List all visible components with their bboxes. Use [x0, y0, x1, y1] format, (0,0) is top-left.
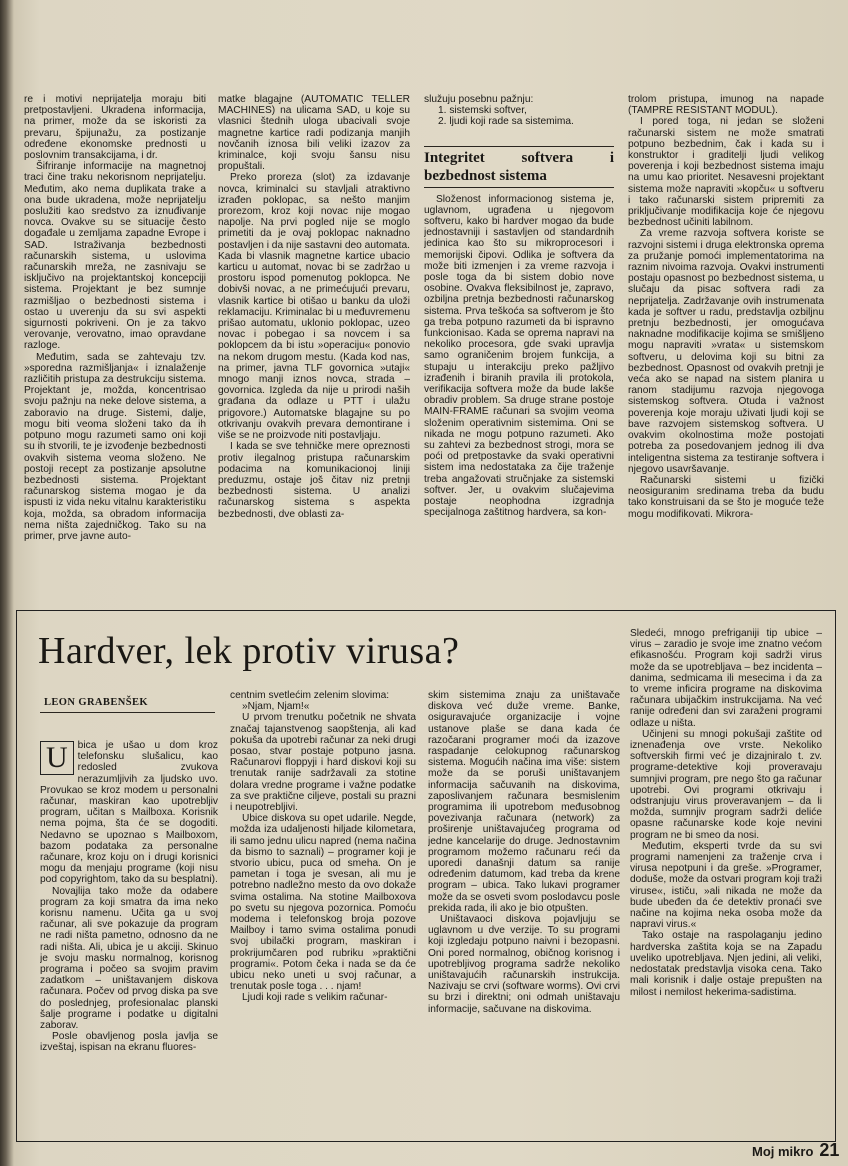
- paragraph: Međutim, eksperti tvrde da su svi programi namenjeni za traženje crva i virusa nepotpuni i da greše. »Programer, doduše, može da ostvari program koji traži viruse«, ističu, »ali nikada ne može da bude ubeđen da će detektiv pronaći sve načine na kojima neka osoba može da napravi virus.«: [630, 840, 822, 931]
- paragraph: U prvom trenutku početnik ne shvata značaj tajanstvenog saopštenja, ali kad pokuša da upotrebi računar za neki drugi posao, stvar postaje potpuno jasna. Računarovi floppyji i hard diskovi koji su trenutak ranije sadržavali za stotine dolara vredne programe i važne podatke za sve praktične ciljeve, postali su prazni i neupotrebljivi.: [230, 712, 416, 814]
- magazine-name: Moj mikro: [752, 1144, 814, 1159]
- paragraph: Međutim, sada se zahtevaju tzv. »sporedna razmišljanja« i iznalaženje različitih pristupa za destrukciju sistema. Projektant je, možda, koncentrisao svoju pažnju na neke delove sistema, a zaboravio na druge. Sistemi, dalje, mogu biti veoma složeni tako da ih potpuno mogu razumeti samo oni koji su ih stvorili, te je izvođenje bezbednosti ovakvih sistema veoma složeno. Ne postoji recept za postizanje apsolutne bezbednosti sistema. Projektant računarskog sistema mogao je da ispusti iz vida neku vitalnu karakteristiku koja, možda, sa obradom informacija nema ništa zajedničkog. Tako su na primer, prve javne auto-: [24, 351, 206, 542]
- list-item: 2. ljudi koji rade sa sistemima.: [438, 116, 574, 128]
- box-column-2: [230, 690, 416, 1130]
- paragraph: I kada se sve tehničke mere opreznosti protiv ilegalnog pristupa računarskim podacima na komunikacionoj liniji preduzmu, ostaje još čitav niz pretnji bezbednosti sistema. U analizi računarskog sistema s aspekta bezbednosti, dve oblasti za-: [218, 441, 410, 520]
- paragraph: centnim svetlećim zelenim slovima:: [230, 690, 390, 701]
- paragraph: [40, 740, 218, 886]
- byline-rule: [40, 712, 215, 713]
- paragraph: trolom pristupa, imunog na napade (TAMPRE RESISTANT MODUL).: [628, 94, 824, 117]
- page-footer: [752, 1140, 839, 1161]
- paragraph: Tako ostaje na raspolaganju jedino hardverska zaštita koja se na Zapadu uveliko upotrebljava. Njen jedini, ali veliki, nedostatak predstavlja visoka cena. Tako mali korisnik i dalje ostaje prepušten na milost i nemilost hekerima-sadistima.: [630, 930, 822, 998]
- paragraph: Računarski sistemi u fizički neosiguranim sredinama treba da budu tako konstruisani da se što je moguće teže mogu modifikovati. Mikrora-: [628, 474, 824, 520]
- top-column-3: [424, 94, 614, 600]
- paragraph: Učinjeni su mnogi pokušaji zaštite od iznenađenja ove vrste. Nekoliko softverskih firmi već je dizajniralo t. zv. programe-detektive koji proveravaju sumnjivi program, pre nego što ga računar upotrebi. Ovi programi otkrivaju i odstranjuju virus proveravanjem – da li možda, sumnjiv program sadrži deliće opasne računarske kode koje nevini program ne bi smeo da nosi.: [630, 728, 822, 841]
- paragraph: re i motivi neprijatelja moraju biti pretpostavljeni. Ukradena informacija, na primer, može da se iskoristi za prevaru, špijunažu, za postizanje određene ekonomske prednosti u poslovnim transakcijama, i dr.: [24, 94, 206, 162]
- paragraph: Uništavaoci diskova pojavljuju se uglavnom u dve verzije. To su programi koji izgledaju potpuno naivni i bezopasni. Oni pored normalnog, običnog korisnog i upotrebljivog programa sadrže nekoliko uništavajućih računarskih instrukcija. Nazivaju se crvi (software worms). Ovi crvi su brzi i direktni; oni odmah uništavaju informacije, sačuvane na diskovima.: [428, 914, 620, 1015]
- section-heading: Integritet softvera i bezbednost sistema: [424, 146, 614, 188]
- top-column-1: [24, 94, 206, 600]
- paragraph: Preko proreza (slot) za izdavanje novca, kriminalci su stavljali atraktivno izrađen poklopac, sa nešto manjim prorezom, kroz koji novac nije mogao napolje. Na prvi pogled nije se moglo primetiti da je ovaj poklopac naknadno postavljen i da nije sastavni deo automata. Kada bi vlasnik magnetne kartice ubacio karticu u automat, novac bi se zadržao u prostoru ispod pomenutog poklopca. Ne dobivši novac, a ne primećujući prevaru, vlasnik kartice bi otišao u banku da uloži reklamaciju. Kriminalac bi u međuvremenu prišao automatu, uklonio poklopac, uzeo novac i pobegao i sa novcem i sa poklopcem da bi istu »operaciju« ponovio na nekom drugom mestu. (Kada kod nas, na primer, javna TLF govornica »utaji« mnogo manji iznos novca, strada – govornica. Izgleda da nije u prirodi naših građana da odlaze u PTT i ulažu prigovore.) Automatske blagajne su po otkrivanju ovakvih prevara demontirane i više se ne proizvode niti postavljaju.: [218, 172, 410, 442]
- paragraph: Složenost informacionog sistema je, uglavnom, ugrađena u njegovom softveru, kako bi hardver mogao da bude jednostavniji i sastavljen od standardnih jedinica kao što su mikroprocesori i memorijski čipovi. Odlika je softvera da može biti izmenjen i za vreme razvoja i posle toga da bi sistem dobio nove osobine. Ovakva fleksibilnost je, zapravo, ozbiljna pretnja bezbednosti računarskog sistema. Prva teškoća sa softverom je što ga treba potpuno razumeti da bi ispravno funkcionisao. Kada se oprema napravi na nekoliko procesora, gde svaki upravlja samo ograničenim brojem funkcija, a stupaju u interakciju preko pažljivo izrađenih i biranih pravila ili protokola, verifikacija softvera može da bude lakše obradiv problem. Sa druge strane postoje MAIN-FRAME računari sa svojim veoma složenim operativnim sistemima. Oni se nikada ne mogu potpuno razumeti. Ako su zahtevi za bezbednost strogi, mora se poći od pretpostavke da svaki operativni sistem ima nedostataka za čije traženje treba angažovati stručnjake za sistemski softver. Jer, u ovakvim slučajevima postaje neophodna izgradnja specijalnoga zaštitnog hardvera, sa kon-: [424, 193, 614, 519]
- paragraph: Za vreme razvoja softvera koriste se razvojni sistemi i druga elektronska oprema za pružanje pomoći implementatorima na raznim nivoima razvoja. Ovakvi instrumenti postaju opasnost po bezbednost sistema, u slučaju da pisac softvera radi za neprijatelja. Zadržavanje ovih instrumenata kada je softver u radu, predstavlja ozbiljnu pretnju bezbednosti, jer omogućava naknadne modifikacije kojima se smišljeno mogu napraviti »vrata« u sistemskom softveru, u delovima koji su bitni za bezbednost. Opasnost od ovakvih pretnji je veća ako se napad na sistem planira u ranom stadijumu razvoja njegovoga sistemskog softvera. Otuda i važnost poverenja koje moraju uživati ljudi koji se bave razvojem sistemskog softvera. U ovakvim okolnostima može postojati potreba za posedovanjem jednog ili dva inteligentna sistema za testiranje softvera i njegovo usavršavanje.: [628, 228, 824, 475]
- paragraph: Sledeći, mnogo prefriganiji tip ubice – virus – zaradio je svoje ime znatno većom efikasnošću. Program koji sadrži virus može da se upotrebljava – bez incidenta – danima, sedmicama ili mesecima i da za to vreme inficira programe na diskovima računara ubijačkim instrukcijama. Na već ranije određeni dan svi zaraženi programi odlaze u ništa.: [630, 628, 822, 729]
- drop-cap: U: [40, 741, 74, 775]
- paragraph: »Njam, Njam!«: [242, 701, 310, 713]
- page-number: 21: [819, 1140, 840, 1160]
- author-byline: LEON GRABENŠEK: [44, 697, 148, 708]
- list-item: 1. sistemski softver,: [438, 105, 527, 117]
- box-column-1: [40, 740, 218, 1130]
- box-column-3: [428, 690, 620, 1130]
- top-column-4: [628, 94, 824, 600]
- article-title: Hardver, lek protiv virusa?: [38, 630, 460, 672]
- paragraph: Novajlija tako može da odabere program za koji smatra da ima neko korisnu namenu. Učita ga u svoj računar, ali sve pokazuje da program ne radi ništa pametno, odnosno da ne radi ništa. Ali, ubica je u akciji. Skinuo je svoju masku normalnog, korisnog programa i počeo sa svojim pravim zadatkom – uništavanjem diskova računara. Počev od prvog diska pa sve do poslednjeg, profesionalac planski šalje programe i podatke u digitalni zaborav.: [40, 885, 218, 1032]
- paragraph: matke blagajne (AUTOMATIC TELLER MACHINES) na ulicama SAD, u koje su vlasnici štednih uloga ubacivali svoje magnetne kartice radi podizanja manjih novčanih iznosa bili veliki izazov za kriminalce, koji svoju šansu nisu propuštali.: [218, 94, 410, 173]
- paragraph: I pored toga, ni jedan se složeni računarski sistem ne može smatrati potpuno bezbednim, čak i kada su i konstruktor i graditelji ljudi velikog poverenja i koji bezbednost sistema imaju na umu kao prioritet. Nesavesni projektant sistema može napraviti »kopču« u softveru i tako računarski sistem pripremiti za priključivanje modifikacija koje će njegovu bezbednost učiniti labilnom.: [628, 116, 824, 229]
- paragraph: služuju posebnu pažnju:: [424, 94, 534, 105]
- paragraph: Ljudi koji rade s velikim računar-: [242, 992, 388, 1004]
- paragraph: Šifriranje informacije na magnetnoj traci čine traku nekorisnom neprijatelju. Međutim, ako nema duplikata trake a ona bude ukradena, može neprijatelju poslužiti kao sredstvo za iznuđivanje novca. Ovakve su se situacije često događale u zemljama zapadne Evrope i SAD. Istraživanja bezbednosti računarskih sistema, u uslovima računarskih mreža, ne zasnivaju se isključivo na projektantskoj koncepciji sistema. Projektant je bez sumnje razmišljao o bezbednosti sistema i ostao u uverenju da su svi aspekti sigurnosti pokriveni. On je za takvo verovanje, verovatno, imao opravdane razloge.: [24, 161, 206, 352]
- paragraph: Ubice diskova su opet udarile. Negde, možda iza udaljenosti hiljade kilometara, ili samo jednu ulicu napred (nema načina da bismo to saznali) – programer koji je stvorio ubicu, puca od smeha. On je pametan i toga je svesan, ali mu je potrebno nadležno mesto da ovo dokaže svima ostalima. Na stotine Mailboxova po svetu su njegova pozornica. Pomoću modema i telefonskog broja pozove Mailboy i tamo svima ostalima ponudi svoj ubilački program, maskiran i prokrijumčaren pod rubriku »praktični programi«. Potom čeka i nada se da će ubicu neko uneti u svoj računar, a trenutak posle toga . . . njam!: [230, 813, 416, 993]
- top-column-2: [218, 94, 410, 600]
- paragraph: Posle obavljenog posla javlja se izveštaj, ispisan na ekranu fluores-: [40, 1031, 218, 1054]
- box-column-4: [630, 628, 822, 1133]
- paragraph: skim sistemima znaju za uništavače diskova već duže vreme. Banke, osiguravajuće organizacije i vojne ustanove plaše se dana kada će razočarani programer moći da izazove raspadanje celokupnog računarskog sistema. Mogućih načina ima više: sistem može da se poruši uništavanjem informacija sačuvanih na diskovima, zaposlivanjem računara besmislenim programima ili upotrebom međusobnog povezivanja računara (network) za proširenje uništavajućeg programa od jedne kancelarije do druge. Jednostavnim programom možemo računaru reći da uporedi današnji datum sa ranije određenim datumom, kad treba da krene program – ubica. Tako lukavi programer može da se osveti svom poslodavcu posle prekida rada, ili ako je bio otpušten.: [428, 690, 620, 914]
- paragraph-text: bica je ušao u dom kroz telefonsku slušalicu, kao redosled zvukova nerazumljivih za ljudsko uvo. Provukao se kroz modem u personalni računar, maskiran kao upotrebljiv program, učitan s Mailboxa. Korisnik nema pojma, šta će se dogoditi. Nedavno se upoznao s Mailboxom, bazom podataka za personalne računare, kroz koju on i drugi korisnici mogu da menjaju programe (koji nisu pod copyrightom, tako da su besplatni).: [40, 740, 218, 886]
